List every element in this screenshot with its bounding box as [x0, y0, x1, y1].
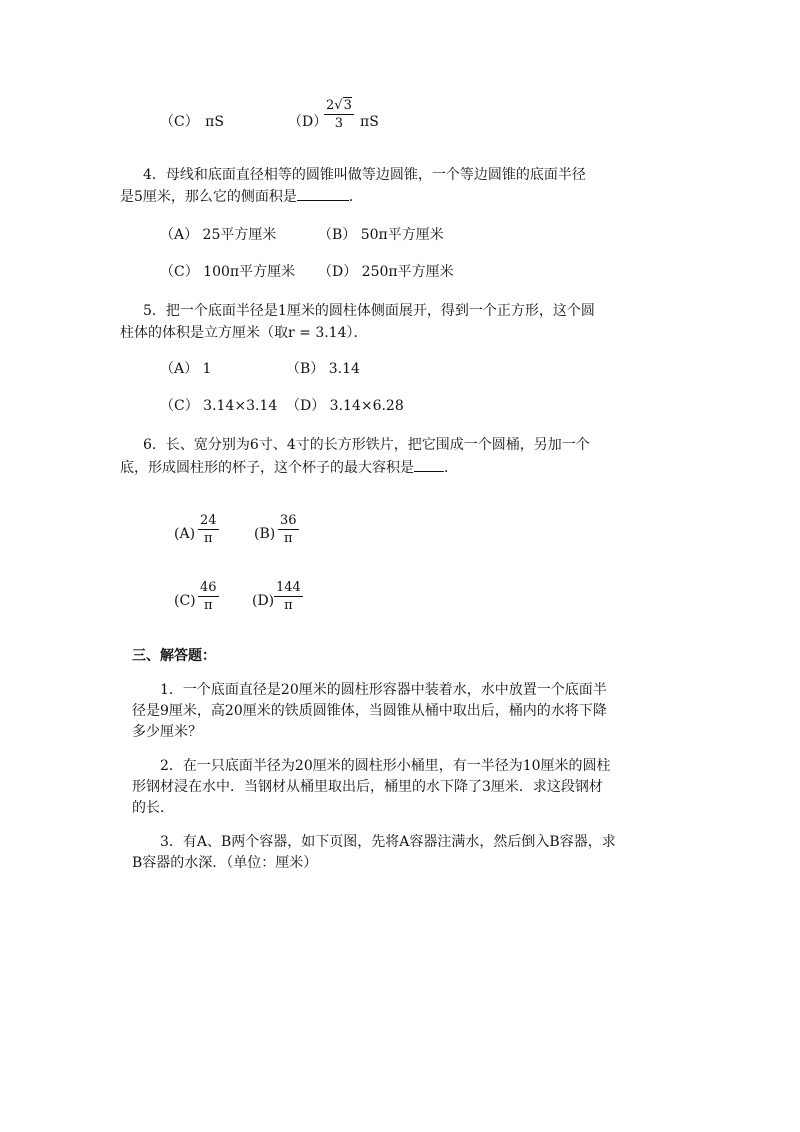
q6-option-a-fraction: [198, 514, 219, 545]
s3-problem2-line2: 形钢材浸在水中．当钢材从桶里取出后，桶里的水下降了3厘米．求这段钢材: [132, 779, 603, 795]
q5-option-c: （C） 3.14×3.14: [160, 398, 278, 414]
q3-option-d-numerator: 2√3: [326, 98, 352, 113]
q5-line1: 5．把一个底面半径是1厘米的圆柱体侧面展开，得到一个正方形，这个圆: [143, 303, 595, 319]
q6-line2-end: ．: [444, 460, 458, 476]
q3-option-c-value: πS: [205, 114, 224, 130]
q6-option-b-fraction: [278, 514, 299, 545]
q5-line2: 柱体的体积是立方厘米（取r = 3.14）．: [120, 325, 368, 341]
q6-option-d-numerator: 144: [276, 580, 301, 595]
q4-line2-text: 是5厘米，那么它的侧面积是: [120, 189, 297, 205]
q3-option-d-fraction: [324, 99, 354, 130]
s3-problem2-line3: 的长．: [132, 800, 174, 816]
s3-problem2-line1: 2．在一只底面半径为20厘米的圆柱形小桶里，有一半径为10厘米的圆柱: [160, 758, 611, 774]
q4-line2: [120, 186, 363, 207]
q3-option-d-label: （D）: [288, 114, 328, 130]
q6-line2-text: 底，形成圆柱形的杯子，这个杯子的最大容积是: [120, 460, 414, 476]
s3-problem1-line1: 1．一个底面直径是20厘米的圆柱形容器中装着水，水中放置一个底面半: [160, 682, 607, 698]
q5-option-d: （D） 3.14×6.28: [286, 398, 404, 414]
q4-answer-blank: [297, 186, 349, 201]
q4-option-a: （A） 25平方厘米: [160, 227, 277, 243]
q6-option-c-denominator: π: [204, 598, 213, 613]
q6-option-a-label: (A): [174, 526, 196, 542]
q6-option-b-label: (B): [254, 526, 276, 542]
q4-line1: 4．母线和底面直径相等的圆锥叫做等边圆锥，一个等边圆锥的底面半径: [143, 167, 586, 183]
q6-option-c-numerator: 46: [200, 580, 217, 595]
q3-option-c: [160, 112, 224, 132]
s3-problem3-line1: 3．有A、B两个容器，如下页图，先将A容器注满水，然后倒入B容器，求: [160, 834, 616, 850]
q4-option-b: （B） 50π平方厘米: [318, 227, 444, 243]
q3-d-radicand: 3: [343, 98, 352, 113]
q6-option-a-numerator: 24: [200, 513, 217, 528]
q5-option-a: （A） 1: [160, 361, 212, 377]
q3-d-coef: 2: [326, 98, 335, 113]
q6-option-c-label: (C): [174, 593, 196, 609]
q3-option-c-label: （C）: [160, 114, 199, 130]
q4-option-c: （C） 100π平方厘米: [160, 264, 296, 280]
q3-option-d-after: πS: [360, 114, 379, 130]
q6-option-b-numerator: 36: [280, 513, 297, 528]
q3-option-d-denominator: 3: [334, 116, 344, 131]
q6-option-b-denominator: π: [284, 531, 293, 546]
s3-problem1-line3: 多少厘米？: [132, 724, 202, 740]
q6-line2: [120, 457, 458, 478]
q6-option-d-fraction: [274, 581, 303, 612]
section-title: 三、解答题：: [132, 648, 216, 664]
q4-option-d: （D） 250π平方厘米: [318, 264, 454, 280]
q6-line1: 6．长、宽分别为6寸、4寸的长方形铁片，把它围成一个圆桶，另加一个: [143, 437, 590, 453]
q6-answer-blank: [414, 457, 444, 472]
s3-problem3-line2: B容器的水深．（单位：厘米）: [132, 855, 318, 871]
q6-option-d-label: (D): [252, 593, 275, 609]
s3-problem1-line2: 径是9厘米，高20厘米的铁质圆锥体，当圆锥从桶中取出后，桶内的水将下降: [132, 703, 607, 719]
q4-line2-end: ．: [348, 189, 363, 205]
q6-option-d-denominator: π: [284, 598, 293, 613]
q5-option-b: （B） 3.14: [286, 361, 360, 377]
q6-option-c-fraction: [198, 581, 219, 612]
q6-option-a-denominator: π: [204, 531, 213, 546]
